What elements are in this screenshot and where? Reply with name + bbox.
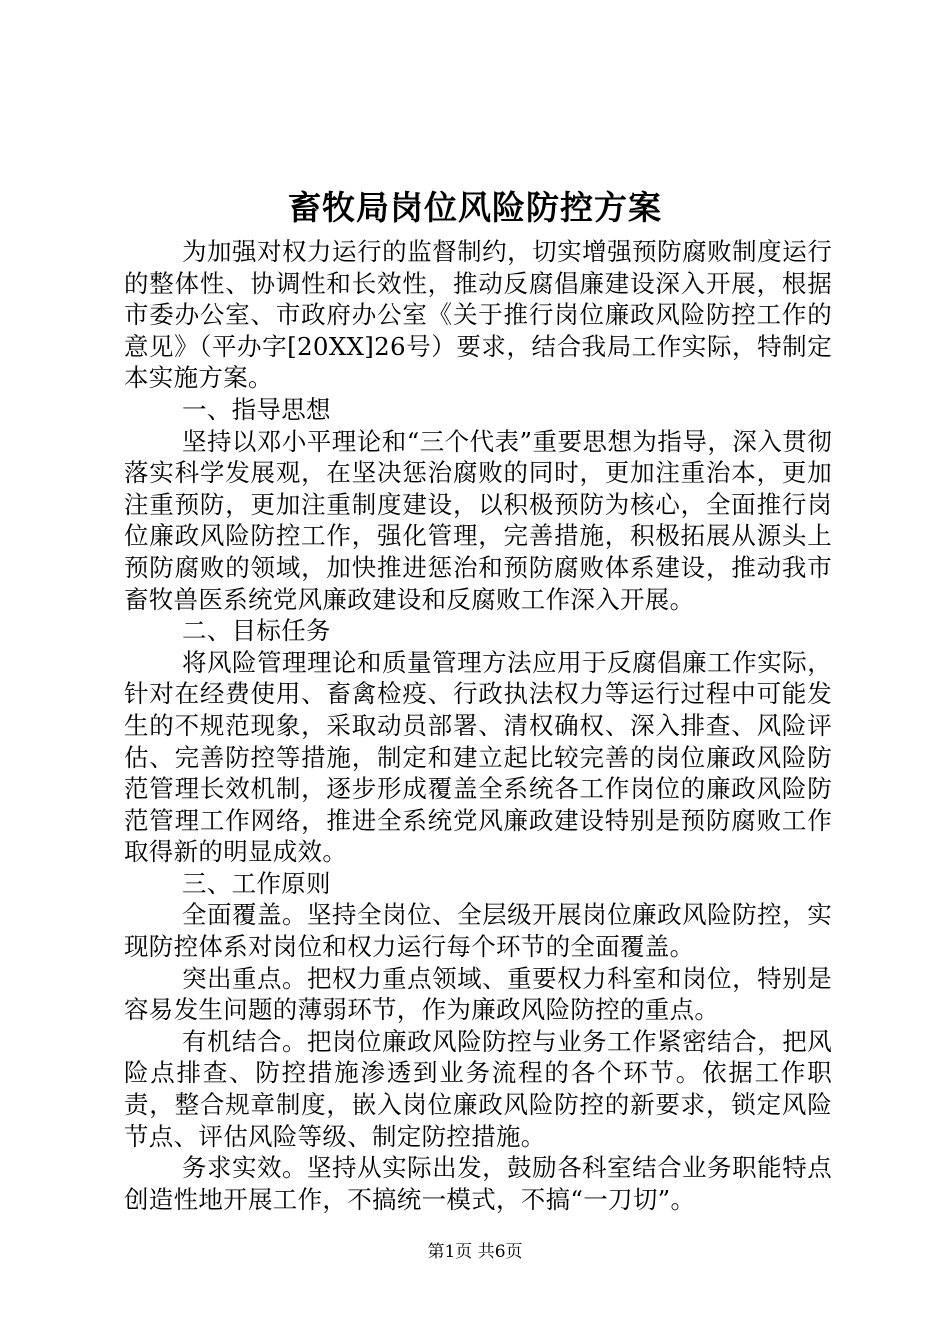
guiding-ideology-paragraph: 坚持以邓小平理论和“三个代表”重要思想为指导，深入贯彻落实科学发展观，在坚决惩治腐败的同时，更加注重治本，更加注重预防，更加注重制度建设，以积极预防为核心，全面推行岗位廉政风险防控工作，强化管理，完善措施，积极拓展从源头上预防腐败的领域，加快推进惩治和预防腐败体系建设，推动我市畜牧兽医系统党风廉政建设和反腐败工作深入开展。 [124, 426, 832, 614]
page-footer: 第1页 共6页 [427, 1242, 523, 1262]
principle-full-coverage-paragraph: 全面覆盖。坚持全岗位、全层级开展岗位廉政风险防控，实现防控体系对岗位和权力运行每个环节的全面覆盖。 [124, 900, 832, 962]
principle-integration-paragraph: 有机结合。把岗位廉政风险防控与业务工作紧密结合，把风险点排查、防控措施渗透到业务流程的各个环节。依据工作职责，整合规章制度，嵌入岗位廉政风险防控的新要求，锁定风险节点、评估风险等级、制定防控措施。 [124, 1026, 832, 1151]
principle-key-points-paragraph: 突出重点。把权力重点领域、重要权力科室和岗位，特别是容易发生问题的薄弱环节，作为廉政风险防控的重点。 [124, 963, 832, 1025]
section-heading-guiding-ideology: 一、指导思想 [182, 394, 331, 424]
principle-effectiveness-paragraph: 务求实效。坚持从实际出发，鼓励各科室结合业务职能特点创造性地开展工作，不搞统一模式，不搞“一刀切”。 [124, 1153, 832, 1214]
section-heading-objectives: 二、目标任务 [182, 616, 331, 646]
objectives-paragraph: 将风险管理理论和质量管理方法应用于反腐倡廉工作实际，针对在经费使用、畜禽检疫、行政执法权力等运行过程中可能发生的不规范现象，采取动员部署、清权确权、深入排查、风险评估、完善防控等措施，制定和建立起比较完善的岗位廉政风险防范管理长效机制，逐步形成覆盖全系统各工作岗位的廉政风险防范管理工作网络，推进全系统党风廉政建设特别是预防腐败工作取得新的明显成效。 [124, 647, 832, 867]
section-heading-principles: 三、工作原则 [182, 868, 331, 898]
document-title: 畜牧局岗位风险防控方案 [288, 188, 662, 227]
intro-paragraph: 为加强对权力运行的监督制约，切实增强预防腐败制度运行的整体性、协调性和长效性，推动反腐倡廉建设深入开展，根据市委办公室、市政府办公室《关于推行岗位廉政风险防控工作的意见》（平办字[20XX]26号）要求，结合我局工作实际，特制定本实施方案。 [124, 237, 832, 393]
document-body [124, 236, 832, 1215]
